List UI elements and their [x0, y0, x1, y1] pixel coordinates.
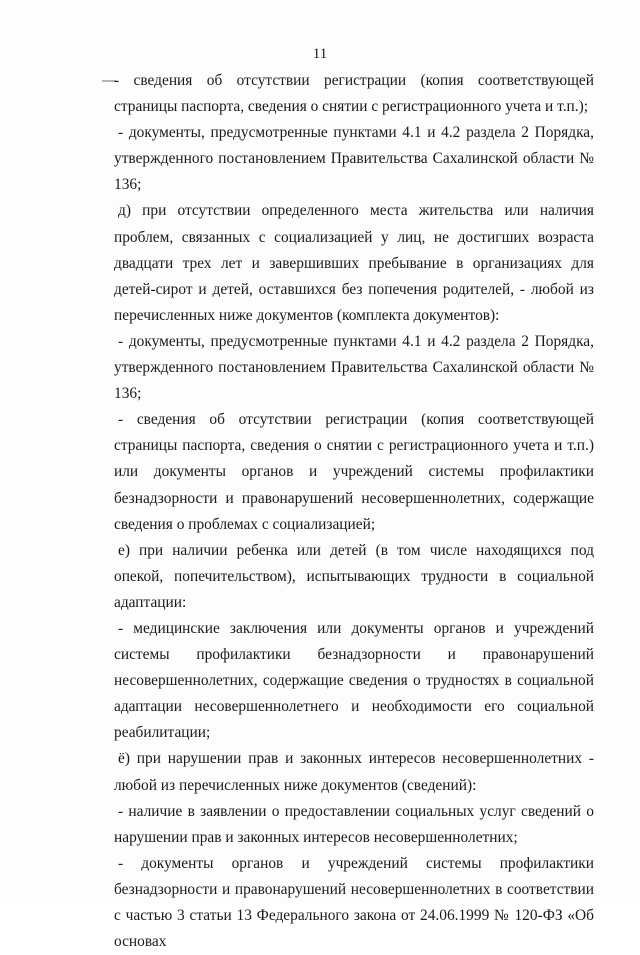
body-text — [114, 68, 594, 955]
paragraph-registration-info: - сведения об отсутствии регистрации (копия соответствующей страницы паспорта, сведения о снятии с регистрационного учета и т.п.); — [114, 72, 594, 116]
paragraph-order-documents: - документы, предусмотренные пунктами 4.1 и 4.2 раздела 2 Порядка, утвержденного постановлением Правительства Сахалинской области № 136; — [114, 124, 594, 194]
paragraph-application-statement: - наличие в заявлении о предоставлении социальных услуг сведений о нарушении прав и законных интересов несовершеннолетних; — [114, 802, 594, 846]
paragraph-medical-conclusions: - медицинские заключения или документы органов и учреждений системы профилактики безнадзорности и правонарушений несовершеннолетних, содержащие сведения о трудностях в социальной адаптации несовершеннолетнего и необходимости его социальной реабилитации; — [114, 619, 594, 742]
paragraph-item-d: д) при отсутствии определенного места жительства или наличия проблем, связанных с социализацией у лиц, не достигших возраста двадцати трех лет и завершивших пребывание в организациях для детей-сирот и детей, оставшихся без попечения родителей, - любой из перечисленных ниже документов (комплекта документов): — [114, 202, 594, 324]
paragraph-item-yo: ё) при нарушении прав и законных интересов несовершеннолетних - любой из перечисленных ниже документов (сведений): — [114, 750, 594, 794]
paragraph-item-e: е) при наличии ребенка или детей (в том числе находящихся под опекой, попечительством), испытывающих трудности в социальной адаптации: — [114, 541, 594, 611]
page-number: 11 — [312, 46, 328, 62]
paragraph-registration-or-prevention: - сведения об отсутствии регистрации (копия соответствующей страницы паспорта, сведения о снятии с регистрационного учета и т.п.) или документы органов и учреждений системы профилактики безнадзорности и правонарушений несовершеннолетних, содержащие сведения о проблемах с социализацией; — [114, 411, 594, 533]
paragraph-prevention-documents: - документы органов и учреждений системы профилактики безнадзорности и правонарушений несовершеннолетних в соответствии с частью 3 статьи 13 Федерального закона от 24.06.1999 № 120-ФЗ «Об основах — [114, 854, 594, 951]
paragraph-order-documents-2: - документы, предусмотренные пунктами 4.1 и 4.2 раздела 2 Порядка, утвержденного постановлением Правительства Сахалинской области № 136; — [114, 332, 594, 403]
